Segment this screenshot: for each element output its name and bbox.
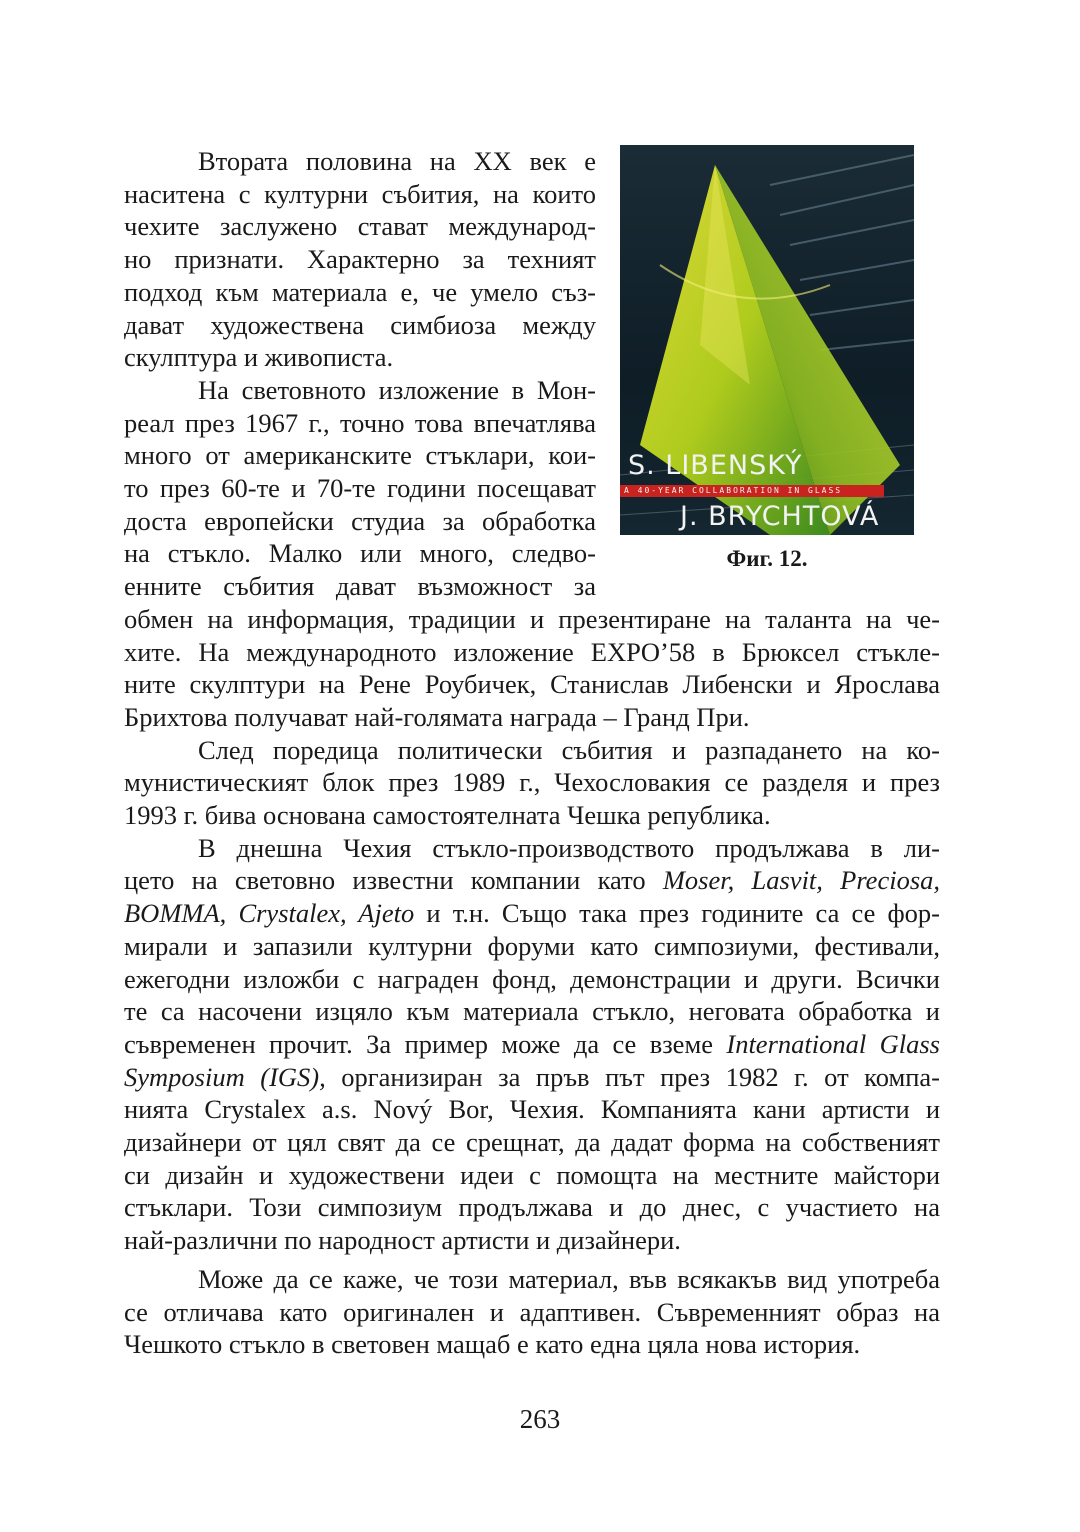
text-line bbox=[124, 1061, 940, 1094]
text-line: Чешкото стъкло в световен мащаб е като една цяла нова история. bbox=[124, 1329, 861, 1360]
text-line bbox=[124, 1028, 940, 1061]
figure-book-cover bbox=[620, 145, 914, 535]
text-line: подход към материала е, че умело съз- bbox=[124, 276, 596, 307]
text-line: дават художествена симбиоза между bbox=[124, 309, 596, 340]
text-line: скулптура и живописта. bbox=[124, 342, 394, 373]
text-line: нията Crystalex a.s. Nový Bor, Чехия. Компанията кани артисти и bbox=[124, 1094, 940, 1125]
symposium-name: International Glass bbox=[726, 1028, 940, 1059]
text-line: ните скулптури на Рене Роубичек, Станислав Либенски и Ярослава bbox=[124, 669, 940, 700]
text-line: доста европейски студиа за обработка bbox=[124, 505, 596, 536]
text-line: на стъкло. Малко или много, следво- bbox=[124, 538, 596, 569]
page-number: 263 bbox=[519, 1404, 561, 1434]
text-line: енните събития дават възможност за bbox=[124, 571, 596, 602]
text-line: 1993 г. бива основана самостоятелната Чешка република. bbox=[124, 800, 771, 830]
text-line: чехите заслужено стават международ- bbox=[124, 211, 596, 242]
text-line: След поредица политически събития и разпадането на ко- bbox=[198, 734, 940, 765]
text-span: съвременен прочит. За пример може да се вземе bbox=[124, 1028, 727, 1059]
text-span: цето на световно известни компании като bbox=[124, 865, 663, 896]
text-line: стъклари. Този симпозиум продължава и до днес, с участието на bbox=[124, 1192, 940, 1223]
text-line: те са насочени изцяло към материала стъкло, неговата обработка и bbox=[124, 996, 940, 1027]
company-names: BOMMA, Crystalex, Ajeto bbox=[124, 898, 415, 929]
text-line: се отличава като оригинален и адаптивен. Съвременният образ на bbox=[124, 1296, 940, 1327]
symposium-name: Symposium (IGS), bbox=[124, 1061, 326, 1092]
text-line bbox=[124, 897, 940, 930]
text-line: На световното изложение в Мон- bbox=[198, 374, 596, 405]
text-line: си дизайн и художествени идеи с помощта на местните майстори bbox=[124, 1159, 940, 1190]
text-line: мирали и запазили културни форуми като симпозиуми, фестивали, bbox=[124, 930, 940, 961]
company-names: Moser, Lasvit, Preciosa, bbox=[662, 865, 941, 896]
text-line: то през 60-те и 70-те години посещават bbox=[124, 473, 596, 503]
text-line: В днешна Чехия стъкло-производството продължава в ли- bbox=[198, 832, 940, 863]
cover-title-1: S. LIBENSKÝ bbox=[628, 450, 803, 481]
text-line: хите. На международното изложение EXPO’58 в Брюксел стъкле- bbox=[124, 636, 940, 667]
text-span: и т.н. Също така през годините са се фор- bbox=[414, 898, 940, 929]
cover-subtitle: A 40-YEAR COLLABORATION IN GLASS bbox=[624, 486, 843, 495]
text-line: Може да се каже, че този материал, във всякакъв вид употреба bbox=[198, 1264, 940, 1294]
text-line: обмен на информация, традиции и презентиране на таланта на че- bbox=[124, 603, 940, 634]
text-line: но признати. Характерно за техният bbox=[124, 244, 596, 275]
text-line: Втората половина на XX век е bbox=[198, 146, 596, 176]
text-line: много от американските стъклари, кои- bbox=[124, 440, 596, 471]
text-line: дизайнери от цял свят да се срещнат, да дадат форма на собственият bbox=[124, 1127, 940, 1157]
figure-caption: Фиг. 12. bbox=[726, 546, 808, 571]
text-line: ежегодни изложби с награден фонд, демонстрации и други. Всички bbox=[124, 963, 940, 994]
text-span: организиран за пръв път през 1982 г. от компа- bbox=[325, 1061, 940, 1092]
text-line: най-различни по народност артисти и дизайнери. bbox=[124, 1225, 681, 1256]
text-line: мунистическият блок през 1989 г., Чехословакия се разделя и през bbox=[124, 767, 940, 798]
text-line: реал през 1967 г., точно това впечатлява bbox=[124, 407, 596, 438]
cover-red-band bbox=[620, 485, 884, 497]
text-line: Брихтова получават най-голямата награда – Гранд При. bbox=[124, 701, 750, 732]
cover-title-2: J. BRYCHTOVÁ bbox=[680, 501, 880, 532]
text-line: наситена с културни събития, на които bbox=[124, 178, 596, 209]
text-line bbox=[124, 864, 940, 897]
